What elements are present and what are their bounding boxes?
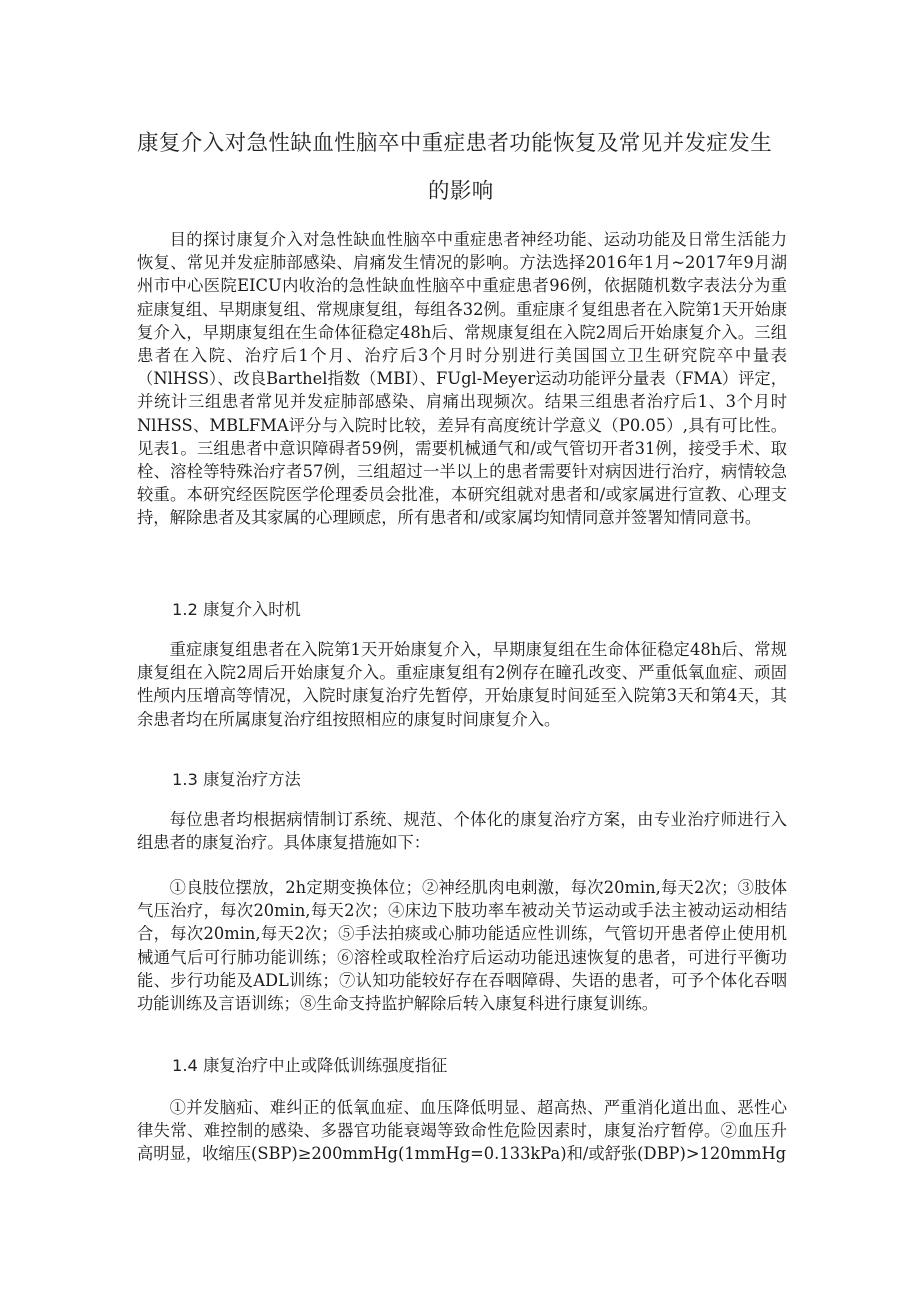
section-1-4-body: ①并发脑疝、难纠正的低氧血症、血压降低明显、超高热、严重消化道出血、恶性心律失常、难控制的感染、多器官功能衰竭等致命性危险因素时，康复治疗暂停。②血压升高明显，收缩压(SBP)≥200mmHg(1mmHg=0.133kPa)和/或舒张(DBP)>120mmHg xyxy=(137,1098,787,1164)
section-1-3-body: 每位患者均根据病情制订系统、规范、个体化的康复治疗方案，由专业治疗师进行入组患者的康复治疗。具体康复措施如下： xyxy=(137,810,787,853)
section-1-4-heading: 1.4 康复治疗中止或降低训练强度指征 xyxy=(172,1056,448,1075)
section-1-2-heading: 1.2 康复介入时机 xyxy=(172,600,301,619)
section-1-3-methods-list: ①良肢位摆放，2h定期变换体位；②神经肌肉电刺激，每次20min,每天2次；③肢体气压治疗，每次20min,每天2次；④床边下肢功率车被动关节运动或手法主被动运动相结合，每次20min,每天2次；⑤手法拍痰或心肺功能适应性训练，气管切开患者停止使用机械通气后可行肺功能训练；⑥溶栓或取栓治疗后运动功能迅速恢复的患者，可进行平衡功能、步行功能及ADL训练；⑦认知功能较好存在吞咽障碍、失语的患者，可予个体化吞咽功能训练及言语训练；⑧生命支持监护解除后转入康复科进行康复训练。 xyxy=(137,878,787,1014)
document-title-line-2: 的影响 xyxy=(428,179,494,204)
section-1-2-body: 重症康复组患者在入院第1天开始康复介入，早期康复组在生命体征稳定48h后、常规康复组在入院2周后开始康复介入。重症康复组有2例存在瞳孔改变、严重低氧血症、顽固性颅内压增高等情况，入院时康复治疗先暂停，开始康复时间延至入院第3天和第4天，其余患者均在所属康复治疗组按照相应的康复时间康复介入。 xyxy=(137,640,787,729)
abstract-paragraph: 目的探讨康复介入对急性缺血性脑卒中重症患者神经功能、运动功能及日常生活能力恢复、常见并发症肺部感染、肩痛发生情况的影响。方法选择2016年1月~2017年9月湖州市中心医院EICU内收治的急性缺血性脑卒中重症患者96例，依据随机数字表法分为重症康复组、早期康复组、常规康复组，每组各32例。重症康彳复组患者在入院第1天开始康复介入，早期康复组在生命体征稳定48h后、常规康复组在入院2周后开始康复介入。三组患者在入院、治疗后1个月、治疗后3个月时分别进行美国国立卫生研究院卒中量表（NlHSS）、改良Barthel指数（MBI）、FUgl-Meyer运动功能评分量表（FMA）评定，并统计三组患者常见并发症肺部感染、肩痛出现频次。结果三组患者治疗后1、3个月时NlHSS、MBLFMA评分与入院时比较，差异有高度统计学意义（P0.05）,具有可比性。见表1。三组患者中意识障碍者59例，需要机械通气和/或气管切开者31例，接受手术、取栓、溶栓等特殊治疗者57例，三组超过一半以上的患者需要针对病因进行治疗，病情较急较重。本研究经医院医学伦理委员会批准，本研究组就对患者和/或家属进行宣教、心理支持，解除患者及其家属的心理顾虑，所有患者和/或家属均知情同意并签署知情同意书。 xyxy=(137,230,787,528)
section-1-3-heading: 1.3 康复治疗方法 xyxy=(172,770,301,789)
document-title-line-1: 康复介入对急性缺血性脑卒中重症患者功能恢复及常见并发症发生 xyxy=(137,131,773,156)
